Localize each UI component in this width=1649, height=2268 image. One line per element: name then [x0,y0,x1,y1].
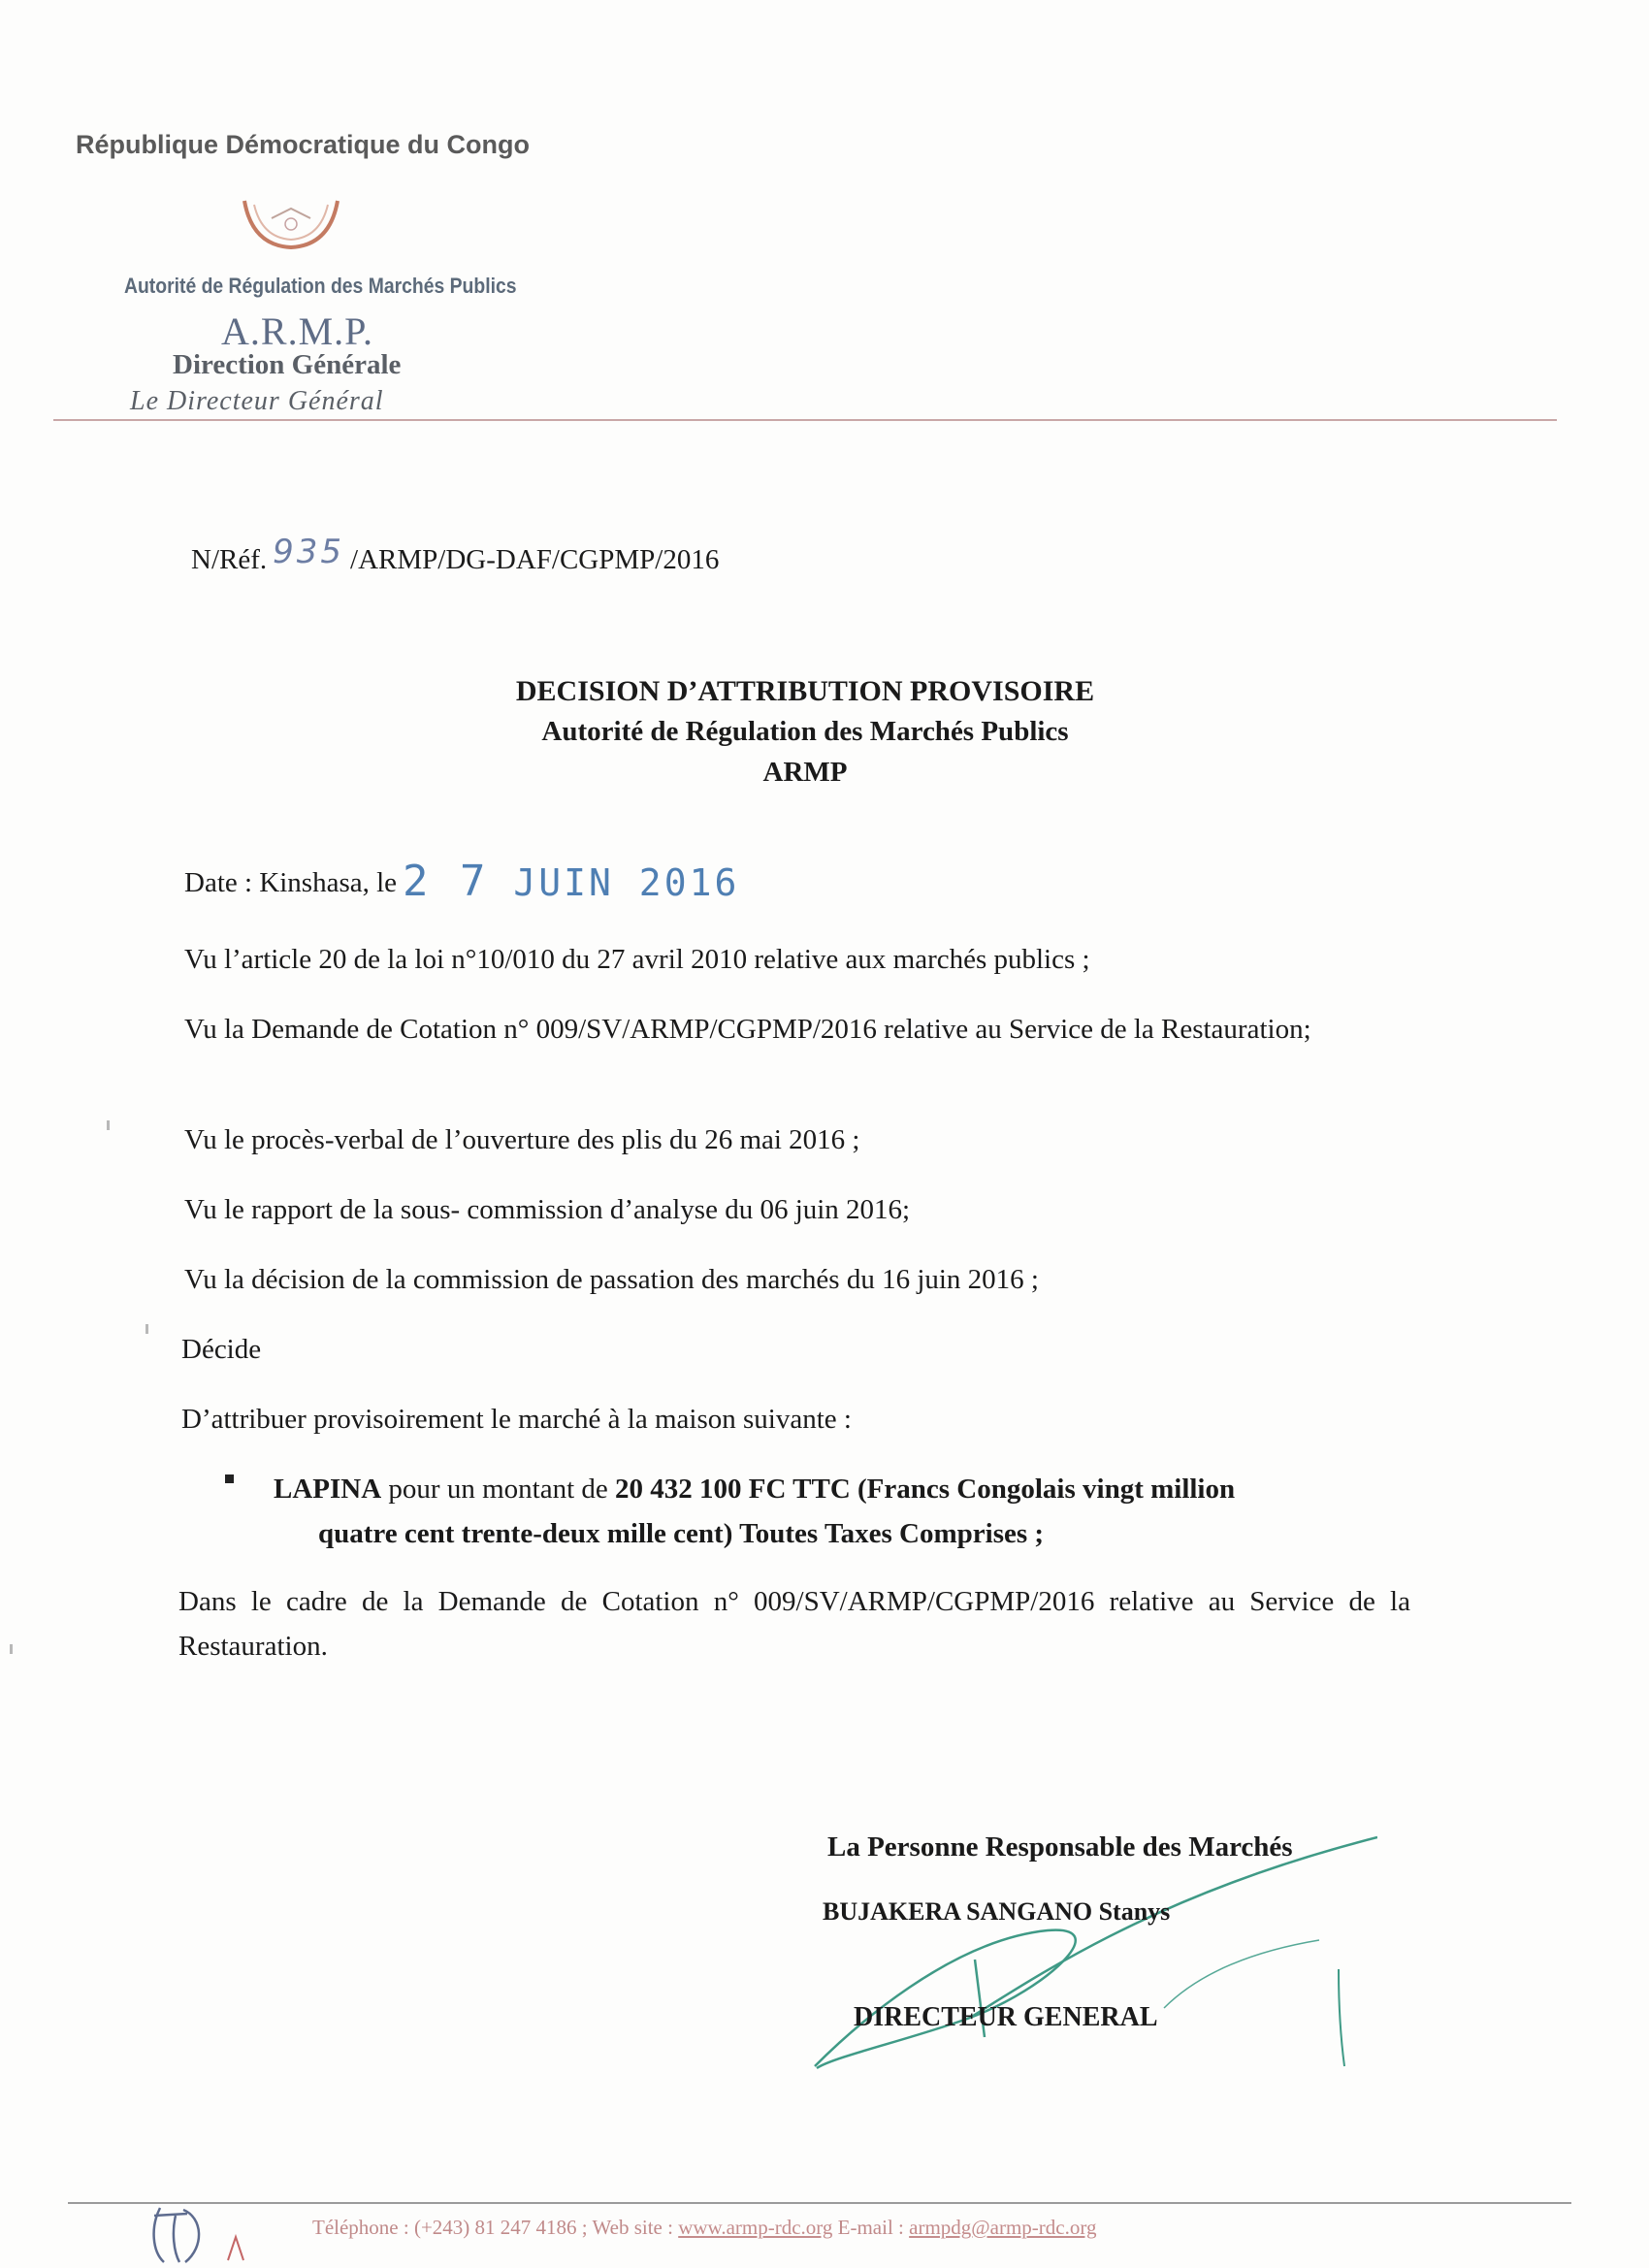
header-divider [53,419,1557,421]
country-name: République Démocratique du Congo [76,130,531,159]
decision-subtitle: Autorité de Régulation des Marchés Publics [541,716,1069,747]
footer-website-link[interactable]: www.armp-rdc.org [678,2216,833,2239]
decide-heading: Décide [181,1334,262,1365]
decision-title: DECISION D’ATTRIBUTION PROVISOIRE [515,675,1095,707]
footer-divider [68,2202,1571,2204]
consideration-item: Vu la Demande de Cotation n° 009/SV/ARMP/CGPMP/2016 relative au Service de la Restauration; [184,1014,1311,1045]
cadre-paragraph: Dans le cadre de la Demande de Cotation n° 009/SV/ARMP/CGPMP/2016 relative au Service de la Restauration. [178,1586,1410,1662]
coat-of-arms-icon [233,189,349,257]
footer-phone: Téléphone : (+243) 81 247 4186 ; Web site : [312,2216,679,2239]
attribution-intro: D’attribuer provisoirement le marché à la maison suivante : [181,1404,852,1435]
signatory-title: DIRECTEUR GENERAL [854,2002,1158,2032]
authority-name: Autorité de Régulation des Marchés Publics [124,274,517,298]
date-stamp [403,857,740,906]
reference-suffix: /ARMP/DG-DAF/CGPMP/2016 [350,544,720,575]
signatory-name: BUJAKERA SANGANO Stanys [823,1897,1171,1926]
direction-label: Direction Générale [173,349,402,380]
scan-speck [10,1644,13,1654]
consideration-item: Vu le procès-verbal de l’ouverture des plis du 26 mai 2016 ; [184,1124,860,1155]
signatory-role: La Personne Responsable des Marchés [827,1831,1293,1863]
consideration-item: Vu l’article 20 de la loi n°10/010 du 27 avril 2010 relative aux marchés publics ; [184,944,1090,975]
decision-acronym: ARMP [762,757,848,788]
footer-contact [312,2216,1096,2240]
bullet-icon [225,1474,234,1483]
footer-email-label: E-mail : [832,2216,910,2239]
handwritten-initials [141,2198,257,2266]
scan-speck [146,1324,148,1334]
award-amount-line1: 20 432 100 FC TTC (Francs Congolais vingt million [615,1474,1236,1505]
award-text: pour un montant de [381,1474,615,1505]
consideration-item: Vu la décision de la commission de passation des marchés du 16 juin 2016 ; [184,1264,1039,1295]
award-company: LAPINA [274,1474,382,1505]
award-item [274,1467,1414,1556]
date-stamp-month-year: JUIN 2016 [513,861,740,904]
reference-prefix: N/Réf. [191,544,268,575]
consideration-item: Vu le rapport de la sous- commission d’analyse du 06 juin 2016; [184,1194,911,1225]
date-label: Date : Kinshasa, le [184,867,398,898]
authority-acronym: A.R.M.P. [221,309,373,353]
date-stamp-day: 2 7 [403,857,489,906]
reference-number-handwritten: 935 [273,533,345,571]
award-amount-line2: quatre cent trente-deux mille cent) Toutes Taxes Comprises ; [318,1518,1045,1549]
director-label: Le Directeur Général [130,386,384,416]
footer-email-link[interactable]: armpdg@armp-rdc.org [909,2216,1097,2239]
scan-speck [107,1120,110,1130]
date-line [184,856,1408,905]
reference-line [191,533,720,577]
